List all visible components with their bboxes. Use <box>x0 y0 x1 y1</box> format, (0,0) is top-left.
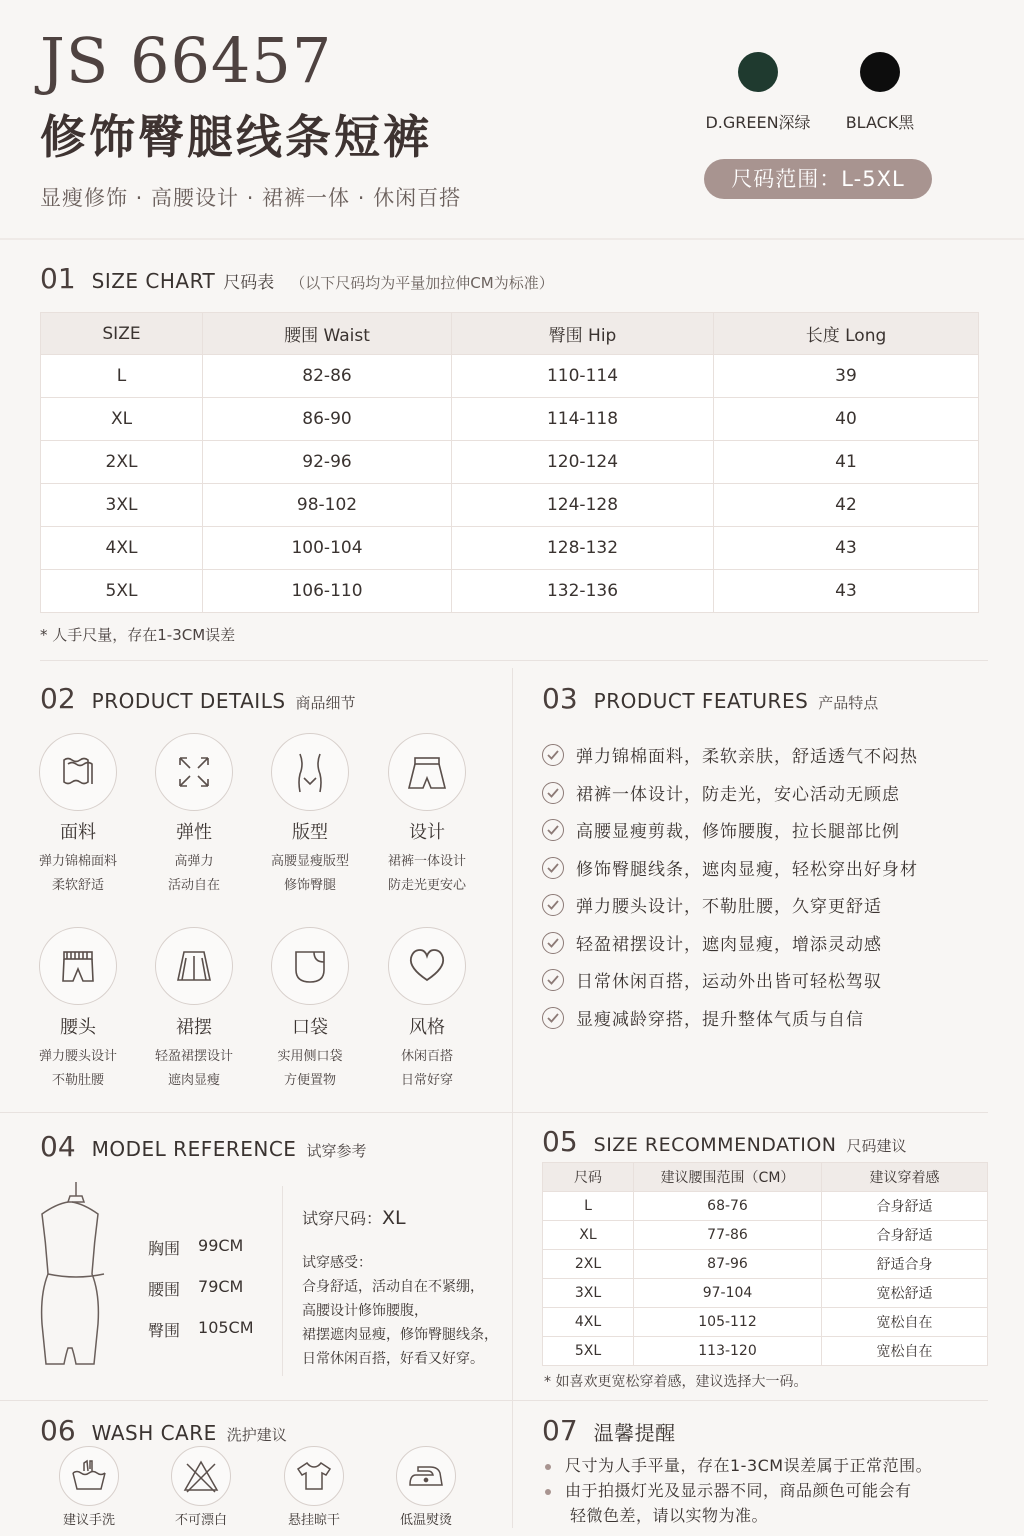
feature-item: 日常休闲百搭，运动外出皆可轻松驾驭 <box>542 967 882 992</box>
tip-item: 由于拍摄灯光及显示器不同，商品颜色可能会有 <box>545 1478 912 1503</box>
check-icon <box>542 857 564 879</box>
table-cell: L <box>543 1192 634 1221</box>
table-cell: 39 <box>714 355 979 398</box>
table-cell: 105-112 <box>634 1308 822 1337</box>
table-row <box>41 355 979 398</box>
stretch-icon <box>155 733 233 811</box>
table-cell: 3XL <box>41 484 203 527</box>
section-divider <box>0 1112 988 1113</box>
detail-desc: 高腰显瘦版型 修饰臀腿 <box>270 854 349 893</box>
recommendation-note: * 如喜欢更宽松穿着感，建议选择大一码。 <box>544 1374 808 1390</box>
detail-desc: 高弹力 活动自在 <box>167 854 220 893</box>
product-title: 修饰臀腿线条短裤 <box>40 110 432 164</box>
table-cell: L <box>41 355 203 398</box>
table-cell: 86-90 <box>203 398 452 441</box>
table-row <box>543 1192 988 1221</box>
column-header: 建议腰围范围（CM） <box>634 1163 822 1192</box>
table-cell: 合身舒适 <box>822 1192 988 1221</box>
detail-desc: 裙裤一体设计 防走光更安心 <box>387 854 466 893</box>
column-header: SIZE <box>41 313 203 355</box>
table-row <box>543 1279 988 1308</box>
section-number: 06 <box>40 1414 76 1447</box>
silhouette-icon <box>271 733 349 811</box>
header-divider <box>0 238 1024 240</box>
section-divider <box>40 660 988 661</box>
detail-name-waistband: 腰头 <box>60 1017 96 1038</box>
table-row <box>543 1308 988 1337</box>
try-size: 试穿尺码：XL <box>302 1207 406 1229</box>
section-divider <box>0 1400 988 1401</box>
table-cell: 110-114 <box>452 355 714 398</box>
size-chart-heading <box>40 262 554 295</box>
detail-name-fit: 版型 <box>292 822 328 843</box>
check-icon <box>542 969 564 991</box>
section-title: 温馨提醒 <box>593 1421 676 1445</box>
column-header: 建议穿着感 <box>822 1163 988 1192</box>
heart-icon <box>388 927 466 1005</box>
feature-item: 修饰臀腿线条，遮肉显瘦，轻松穿出好身材 <box>542 855 918 880</box>
section-number: 03 <box>542 682 578 715</box>
size-chart-footnote: * 人手尺量，存在1-3CM误差 <box>40 626 236 644</box>
table-cell: 2XL <box>41 441 203 484</box>
table-cell: 舒适合身 <box>822 1250 988 1279</box>
measurement-chest: 胸围 99CM <box>148 1236 244 1258</box>
detail-name-fabric: 面料 <box>60 822 96 843</box>
table-cell: 98-102 <box>203 484 452 527</box>
product-subtitle: 显瘦修饰 · 高腰设计 · 裙裤一体 · 休闲百搭 <box>40 186 462 210</box>
table-cell: 4XL <box>41 527 203 570</box>
section-subtitle: 尺码表 <box>223 273 275 293</box>
table-header-row <box>543 1163 988 1192</box>
section-note: （以下尺码均为平量加拉伸CM为标准） <box>290 274 554 292</box>
table-cell: 合身舒适 <box>822 1221 988 1250</box>
hang-dry-icon <box>284 1446 344 1506</box>
size-chart-table <box>40 312 979 613</box>
section-number: 02 <box>40 682 76 715</box>
measurement-waist: 腰围 79CM <box>148 1277 244 1299</box>
detail-name-design: 设计 <box>409 822 445 843</box>
table-cell: 43 <box>714 527 979 570</box>
table-row <box>543 1337 988 1366</box>
section-number: 01 <box>40 262 76 295</box>
bullet-dot <box>545 1464 551 1470</box>
table-cell: 2XL <box>543 1250 634 1279</box>
table-cell: 92-96 <box>203 441 452 484</box>
tip-item: 尺寸为人手平量，存在1-3CM误差属于正常范围。 <box>545 1453 932 1478</box>
table-cell: 97-104 <box>634 1279 822 1308</box>
size-range-badge: 尺码范围：L-5XL <box>704 159 932 199</box>
table-cell: 5XL <box>41 570 203 613</box>
feature-item: 弹力锦棉面料，柔软亲肤，舒适透气不闷热 <box>542 742 918 767</box>
table-cell: 132-136 <box>452 570 714 613</box>
section-number: 04 <box>40 1130 76 1163</box>
table-row <box>41 570 979 613</box>
section-title: PRODUCT FEATURES <box>593 689 809 713</box>
table-row <box>41 441 979 484</box>
column-divider <box>512 668 513 1528</box>
table-row <box>543 1221 988 1250</box>
table-cell: 40 <box>714 398 979 441</box>
bullet-dot <box>545 1489 551 1495</box>
table-cell: 68-76 <box>634 1192 822 1221</box>
detail-desc: 实用侧口袋 方便置物 <box>277 1049 343 1088</box>
table-cell: 82-86 <box>203 355 452 398</box>
color-swatch-green[interactable] <box>738 52 778 92</box>
table-row <box>41 484 979 527</box>
table-cell: 43 <box>714 570 979 613</box>
section-subtitle: 尺码建议 <box>846 1137 907 1155</box>
model-number: JS 66457 <box>40 24 333 97</box>
table-cell: 128-132 <box>452 527 714 570</box>
features-heading <box>542 682 878 715</box>
section-number: 07 <box>542 1414 578 1447</box>
recommendation-heading <box>542 1125 907 1158</box>
detail-name-hem: 裙摆 <box>176 1017 212 1038</box>
size-recommendation-table <box>542 1162 988 1366</box>
table-cell: 5XL <box>543 1337 634 1366</box>
detail-name-pocket: 口袋 <box>292 1017 328 1038</box>
section-subtitle: 洗护建议 <box>226 1426 287 1444</box>
section-title: SIZE RECOMMENDATION <box>593 1134 837 1156</box>
pocket-icon <box>271 927 349 1005</box>
check-icon <box>542 1007 564 1029</box>
section-number: 05 <box>542 1125 578 1158</box>
table-cell: 4XL <box>543 1308 634 1337</box>
model-heading <box>40 1130 366 1163</box>
table-cell: 77-86 <box>634 1221 822 1250</box>
no-bleach-icon <box>171 1446 231 1506</box>
section-subtitle: 产品特点 <box>818 694 879 712</box>
table-cell: 3XL <box>543 1279 634 1308</box>
table-header-row <box>41 313 979 355</box>
color-label-green: D.GREEN深绿 <box>705 113 811 132</box>
section-title: PRODUCT DETAILS <box>91 689 286 713</box>
color-swatch-black[interactable] <box>860 52 900 92</box>
feature-item: 弹力腰头设计，不勒肚腰，久穿更舒适 <box>542 892 882 917</box>
feature-item: 显瘦减龄穿搭，提升整体气质与自信 <box>542 1005 864 1030</box>
table-cell: 宽松自在 <box>822 1308 988 1337</box>
color-label-black: BLACK黑 <box>845 113 915 132</box>
low-iron-icon <box>396 1446 456 1506</box>
table-row <box>41 398 979 441</box>
try-feel: 试穿感受： 合身舒适，活动自在不紧绷， 高腰设计修饰腰腹， 裙摆遮肉显瘦，修饰臀腿线条， 日常休闲百搭，好看又好穿。 <box>302 1255 498 1367</box>
table-cell: 宽松舒适 <box>822 1279 988 1308</box>
wash-label: 不可漂白 <box>174 1513 227 1528</box>
fabric-icon <box>39 733 117 811</box>
section-subtitle: 试穿参考 <box>306 1142 367 1160</box>
detail-desc: 休闲百搭 日常好穿 <box>400 1049 453 1088</box>
table-cell: 100-104 <box>203 527 452 570</box>
details-heading <box>40 682 356 715</box>
table-row <box>41 527 979 570</box>
tip-item-continued: 轻微色差，请以实物为准。 <box>570 1506 769 1525</box>
detail-desc: 弹力锦棉面料 柔软舒适 <box>38 854 117 893</box>
table-cell: 宽松自在 <box>822 1337 988 1366</box>
section-title: SIZE CHART <box>91 269 216 293</box>
model-divider <box>282 1186 283 1376</box>
section-title: MODEL REFERENCE <box>91 1137 297 1161</box>
check-icon <box>542 782 564 804</box>
table-cell: XL <box>41 398 203 441</box>
table-cell: 124-128 <box>452 484 714 527</box>
check-icon <box>542 894 564 916</box>
feature-item: 高腰显瘦剪裁，修饰腰腹，拉长腿部比例 <box>542 817 900 842</box>
hem-icon <box>155 927 233 1005</box>
table-cell: 120-124 <box>452 441 714 484</box>
wash-label: 低温熨烫 <box>399 1513 452 1528</box>
wash-heading <box>40 1414 287 1447</box>
table-cell: 113-120 <box>634 1337 822 1366</box>
wash-label: 建议手洗 <box>62 1513 115 1528</box>
mannequin-icon <box>36 1178 116 1382</box>
column-header: 臀围 Hip <box>452 313 714 355</box>
measurement-hip: 臀围 105CM <box>148 1318 254 1340</box>
section-title: WASH CARE <box>91 1421 217 1445</box>
detail-name-style: 风格 <box>409 1017 445 1038</box>
column-header: 腰围 Waist <box>203 313 452 355</box>
waistband-icon <box>39 927 117 1005</box>
column-header: 长度 Long <box>714 313 979 355</box>
table-cell: XL <box>543 1221 634 1250</box>
check-icon <box>542 932 564 954</box>
table-cell: 114-118 <box>452 398 714 441</box>
table-cell: 87-96 <box>634 1250 822 1279</box>
feature-item: 轻盈裙摆设计，遮肉显瘦，增添灵动感 <box>542 930 882 955</box>
table-cell: 42 <box>714 484 979 527</box>
skort-icon <box>388 733 466 811</box>
table-row <box>543 1250 988 1279</box>
check-icon <box>542 819 564 841</box>
tips-heading <box>542 1414 676 1447</box>
hand-wash-icon <box>59 1446 119 1506</box>
detail-desc: 弹力腰头设计 不勒肚腰 <box>38 1049 117 1088</box>
detail-desc: 轻盈裙摆设计 遮肉显瘦 <box>154 1049 233 1088</box>
wash-label: 悬挂晾干 <box>287 1513 340 1528</box>
table-cell: 106-110 <box>203 570 452 613</box>
check-icon <box>542 744 564 766</box>
table-cell: 41 <box>714 441 979 484</box>
section-subtitle: 商品细节 <box>295 694 356 712</box>
detail-name-stretch: 弹性 <box>176 822 212 843</box>
column-header: 尺码 <box>543 1163 634 1192</box>
feature-item: 裙裤一体设计，防走光，安心活动无顾虑 <box>542 780 900 805</box>
